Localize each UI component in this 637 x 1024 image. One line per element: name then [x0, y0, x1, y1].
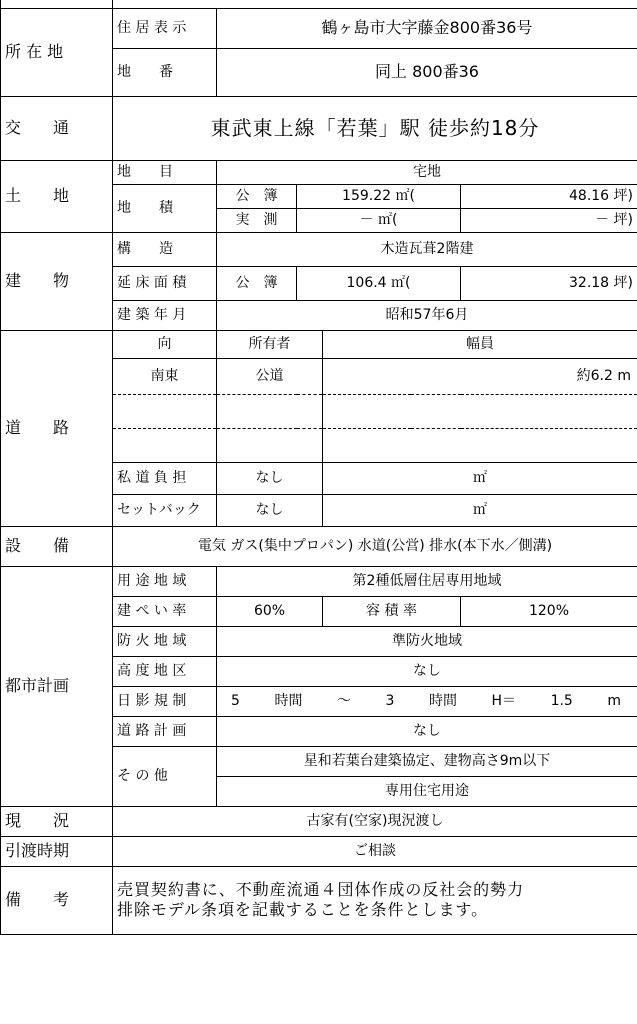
road-r3-width	[323, 428, 637, 462]
road-r2-owner	[217, 394, 323, 428]
far-label: 容 積 率	[323, 596, 461, 626]
address-label: 住 居 表 示	[113, 8, 217, 48]
far-value: 120%	[461, 596, 637, 626]
floor-sub-label: 公 簿	[217, 266, 297, 300]
shadow-unit2: 時間	[428, 693, 457, 709]
handover-category: 引渡時期	[1, 836, 113, 866]
private-road-label: 私 道 負 担	[113, 462, 217, 494]
floor-area-label: 延 床 面 積	[113, 266, 217, 300]
land-category: 土 地	[1, 160, 113, 232]
fire-value: 準防火地域	[217, 626, 637, 656]
road-r1-width: 約6.2 m	[323, 358, 637, 394]
road-r3-owner	[217, 428, 323, 462]
facilities-value: 電気 ガス(集中プロパン) 水道(公営) 排水(本下水／側溝)	[113, 526, 637, 566]
other-label: そ の 他	[113, 746, 217, 806]
road-h-direction: 向	[113, 330, 217, 358]
fire-label: 防 火 地 域	[113, 626, 217, 656]
shadow-h: H＝	[491, 693, 517, 709]
land-survey-label: 実 測	[217, 208, 297, 232]
shadow-tilde: ～	[336, 693, 351, 709]
road-category: 道 路	[1, 330, 113, 526]
status-value: 古家有(空家)現況渡し	[113, 806, 637, 836]
planning-category: 都市計画	[1, 566, 113, 806]
structure-label: 構 造	[113, 232, 217, 266]
land-use-label: 地 目	[113, 160, 217, 184]
shadow-unit1: 時間	[274, 693, 303, 709]
height-label: 高 度 地 区	[113, 656, 217, 686]
land-registry-m2: 159.22 ㎡(	[297, 184, 461, 208]
address-value: 鶴ヶ島市大字藤金800番36号	[217, 8, 637, 48]
setback-value: なし	[217, 494, 323, 526]
bcr-value: 60%	[217, 596, 323, 626]
bcr-label: 建 ぺ い 率	[113, 596, 217, 626]
location-category: 所 在 地	[1, 8, 113, 96]
road-r3-direction	[113, 428, 217, 462]
private-road-unit: ㎡	[323, 462, 637, 494]
lot-label: 地 番	[113, 48, 217, 96]
shadow-b: 3	[385, 693, 395, 709]
road-r1-direction: 南東	[113, 358, 217, 394]
remarks-category: 備 考	[1, 866, 113, 934]
land-registry-label: 公 簿	[217, 184, 297, 208]
built-value: 昭和57年6月	[217, 300, 637, 330]
other-value2: 専用住宅用途	[217, 776, 637, 806]
shadow-a: 5	[231, 693, 240, 709]
roadplan-value: なし	[217, 716, 637, 746]
setback-label: セットバック	[113, 494, 217, 526]
built-label: 建 築 年 月	[113, 300, 217, 330]
transport-value: 東武東上線「若葉」駅 徒歩約18分	[113, 96, 637, 160]
land-survey-tsubo: － 坪)	[461, 208, 637, 232]
land-registry-tsubo: 48.16 坪)	[461, 184, 637, 208]
road-r1-owner: 公道	[217, 358, 323, 394]
land-use-value: 宅地	[217, 160, 637, 184]
transport-category: 交 通	[1, 96, 113, 160]
building-category: 建 物	[1, 232, 113, 330]
facilities-category: 設 備	[1, 526, 113, 566]
height-value: なし	[217, 656, 637, 686]
setback-unit: ㎡	[323, 494, 637, 526]
other-value1: 星和若葉台建築協定、建物高さ9m以下	[217, 746, 637, 776]
zone-label: 用 途 地 域	[113, 566, 217, 596]
shadow-hval: 1.5	[550, 693, 573, 709]
remarks-line2: 排除モデル条項を記載することを条件とします。	[117, 900, 489, 919]
road-h-width: 幅員	[323, 330, 637, 358]
land-area-label: 地 積	[113, 184, 217, 232]
road-r2-direction	[113, 394, 217, 428]
shadow-label: 日 影 規 制	[113, 686, 217, 716]
floor-tsubo: 32.18 坪)	[461, 266, 637, 300]
floor-m2: 106.4 ㎡(	[297, 266, 461, 300]
structure-value: 木造瓦葺2階建	[217, 232, 637, 266]
zone-value: 第2種低層住居専用地域	[217, 566, 637, 596]
lot-value: 同上 800番36	[217, 48, 637, 96]
status-category: 現 況	[1, 806, 113, 836]
road-h-owner: 所有者	[217, 330, 323, 358]
handover-value: ご相談	[113, 836, 637, 866]
remarks-value	[113, 866, 637, 934]
shadow-m: m	[607, 693, 621, 709]
road-r2-width	[323, 394, 637, 428]
remarks-line1: 売買契約書に、不動産流通４団体作成の反社会的勢力	[117, 880, 525, 899]
shadow-value	[217, 686, 637, 716]
roadplan-label: 道 路 計 画	[113, 716, 217, 746]
private-road-value: なし	[217, 462, 323, 494]
land-survey-m2: － ㎡(	[297, 208, 461, 232]
